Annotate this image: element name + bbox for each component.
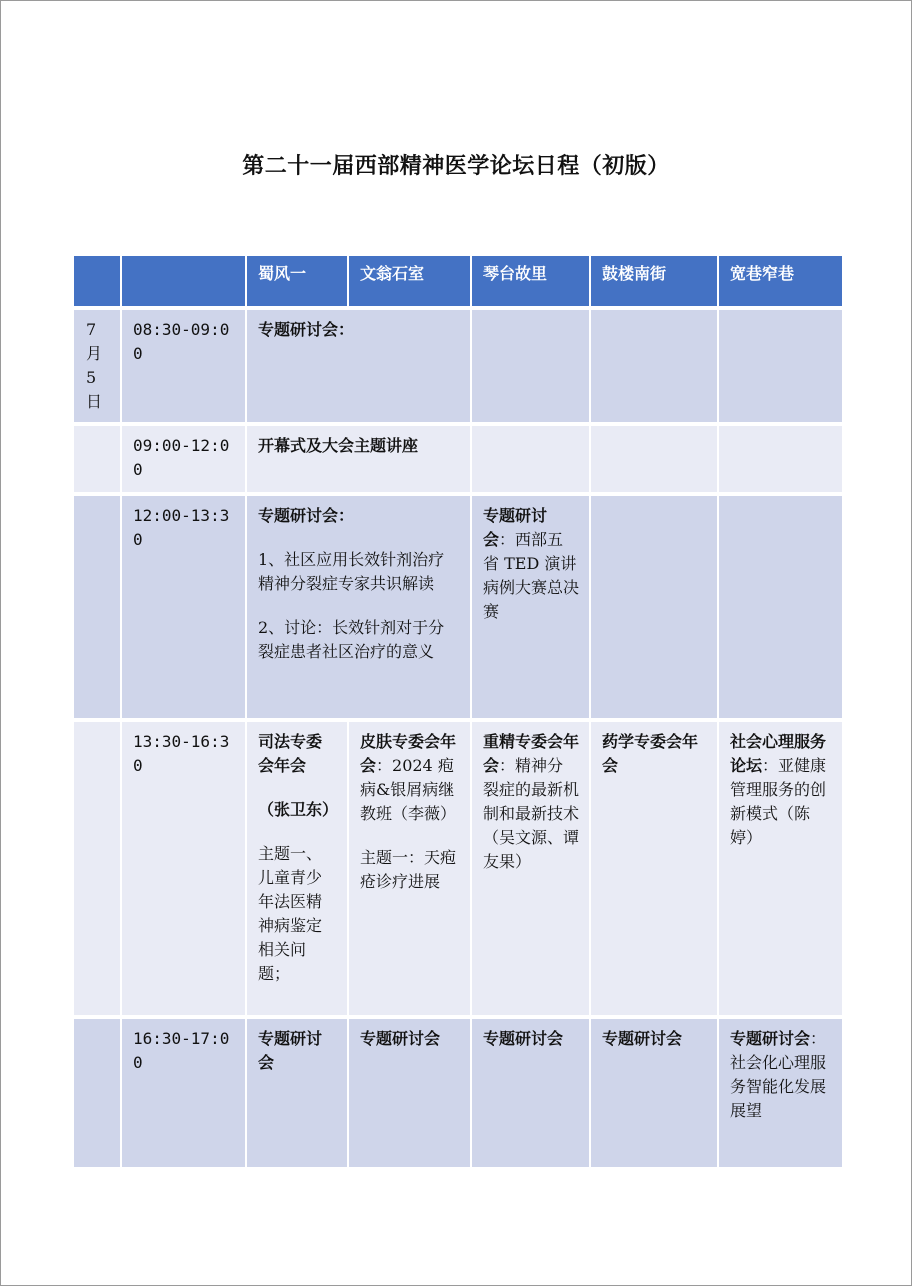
session-desc: ：2024 疱病&银屑病继教班（李薇） [360,756,457,823]
session-desc: ：西部五省 TED 演讲病例大赛总决赛 [483,530,580,621]
empty-cell [719,426,842,496]
session-cell [247,722,349,1019]
session-cell [247,496,472,722]
schedule-row [74,722,842,1019]
time-cell: 12:00-13:30 [122,496,247,722]
date-cell [74,426,122,496]
session-cell [472,496,591,722]
session-desc: ：社会化心理服务智能化发展展望 [730,1029,827,1120]
session-topic: 1、社区应用长效针剂治疗精神分裂症专家共识解读 [258,550,445,593]
session-title: 社会心理服务论坛 [730,732,827,775]
empty-cell [719,496,842,722]
schedule-row [74,496,842,722]
venue-header: 琴台故里 [472,256,591,310]
session-cell: 专题研讨会： [247,310,472,426]
session-cell: 专题研讨会 [591,1019,719,1171]
session-cell [719,722,842,1019]
session-topic: 主题一、儿童青少年法医精神病鉴定相关问题； [258,844,323,983]
schedule-table [74,256,842,1171]
time-cell: 13:30-16:30 [122,722,247,1019]
session-title: 重精专委会年会 [483,732,580,775]
time-cell: 16:30-17:00 [122,1019,247,1171]
empty-cell [472,426,591,496]
session-cell: 专题研讨会 [349,1019,472,1171]
time-cell: 09:00-12:00 [122,426,247,496]
date-cell [74,722,122,1019]
session-desc: ：亚健康管理服务的创新模式（陈婷） [730,756,827,847]
venue-header: 宽巷窄巷 [719,256,842,310]
session-title: 专题研讨会 [730,1029,811,1048]
date-cell: 7 月 5 日 [74,310,122,426]
session-cell: 专题研讨会 [472,1019,591,1171]
session-cell [349,722,472,1019]
session-topic: 主题一：天疱疮诊疗进展 [360,848,457,891]
session-title: 皮肤专委会年会 [360,732,457,775]
date-cell [74,1019,122,1171]
schedule-row [74,426,842,496]
venue-header: 蜀风一 [247,256,349,310]
session-desc: ：精神分裂症的最新机制和最新技术（吴文源、谭友果） [483,756,580,871]
session-cell: 开幕式及大会主题讲座 [247,426,472,496]
session-cell [472,722,591,1019]
session-title: 专题研讨会 [483,506,548,549]
header-time-cell [122,256,247,310]
date-cell [74,496,122,722]
empty-cell [591,426,719,496]
empty-cell [591,496,719,722]
header-date-cell [74,256,122,310]
session-chair: （张卫东） [258,800,339,819]
session-topic: 2、讨论：长效针剂对于分裂症患者社区治疗的意义 [258,618,445,661]
schedule-row [74,310,842,426]
empty-cell [719,310,842,426]
session-cell: 专题研讨会 [247,1019,349,1171]
venue-header: 鼓楼南街 [591,256,719,310]
page-title: 第二十一届西部精神医学论坛日程（初版） [242,153,670,179]
session-cell: 药学专委会年会 [591,722,719,1019]
venue-header: 文翁石室 [349,256,472,310]
schedule-row [74,1019,842,1171]
empty-cell [472,310,591,426]
session-cell [719,1019,842,1171]
session-title: 司法专委会年会 [258,732,323,775]
session-title: 专题研讨会： [258,506,355,525]
empty-cell [591,310,719,426]
header-row [74,256,842,310]
time-cell: 08:30-09:00 [122,310,247,426]
